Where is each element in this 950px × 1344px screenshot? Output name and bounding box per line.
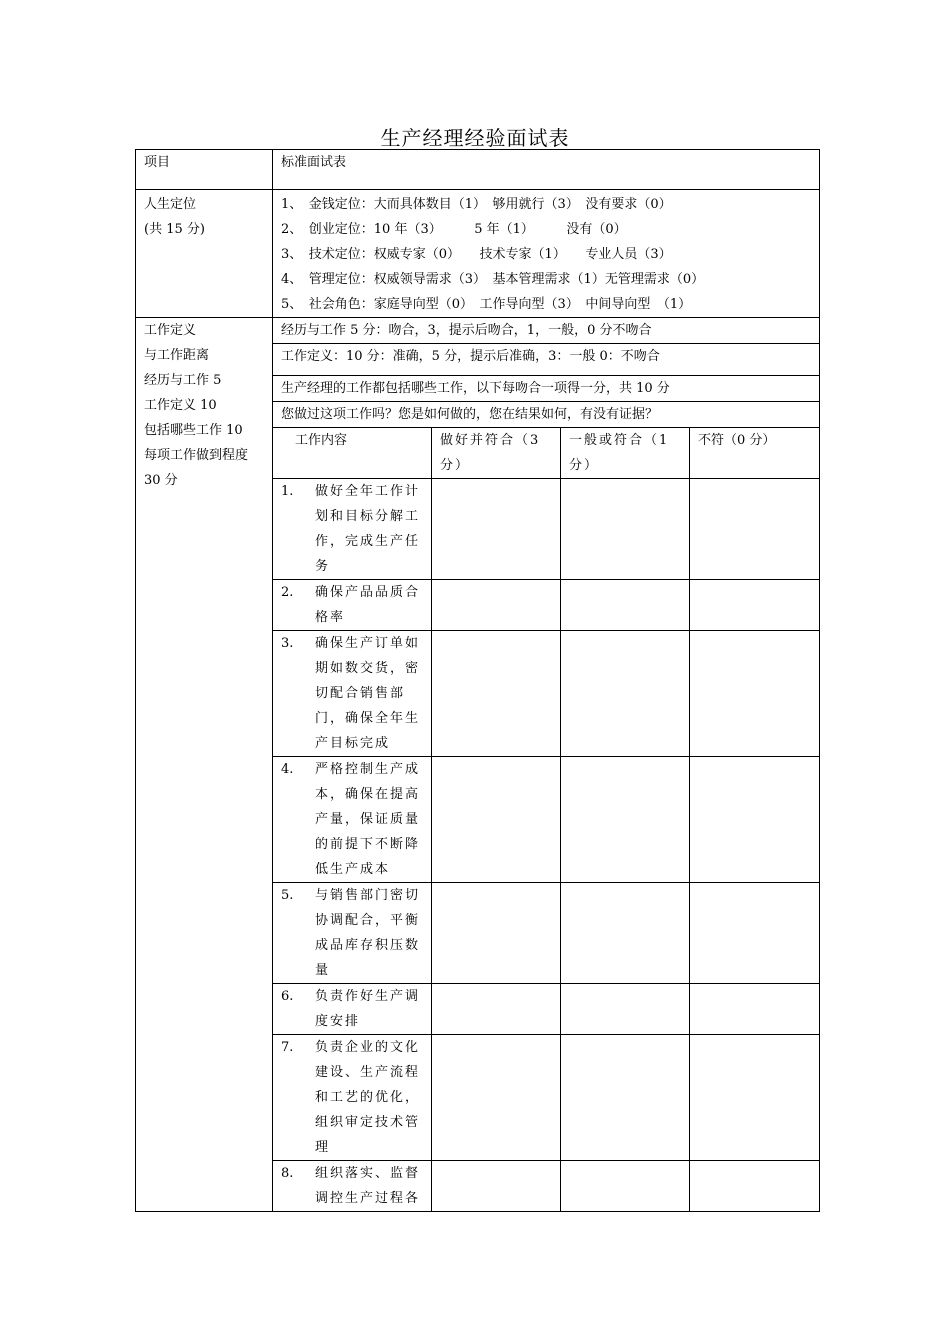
header-standard-cell: 标准面试表 xyxy=(273,150,820,190)
task-text: 做好全年工作计划和目标分解工作，完成生产任务 xyxy=(315,484,421,574)
life-positioning-row xyxy=(136,190,820,318)
score-good-cell[interactable] xyxy=(432,631,561,757)
task-text: 负责企业的文化建设、生产流程和工艺的优化，组织审定技术管理 xyxy=(315,1040,421,1155)
task-cell xyxy=(273,580,432,631)
task-number: 2. xyxy=(281,585,294,600)
score-fair-cell[interactable] xyxy=(561,883,690,984)
task-cell xyxy=(273,1035,432,1161)
work-label-line: 包括哪些工作 10 xyxy=(144,423,243,438)
col-header-content: 工作内容 xyxy=(273,428,432,479)
interview-table xyxy=(135,149,820,1212)
score-good-cell[interactable] xyxy=(432,1161,561,1212)
page-title: 生产经理经验面试表 xyxy=(380,126,570,150)
col-header-fair-line: 一般或符合（1 xyxy=(569,433,670,448)
header-item-cell: 项目 xyxy=(136,150,273,190)
life-item: 1、 金钱定位：大而具体数目（1） 够用就行（3） 没有要求（0） xyxy=(281,197,672,212)
task-cell xyxy=(273,883,432,984)
col-header-good xyxy=(432,428,561,479)
score-good-cell[interactable] xyxy=(432,1035,561,1161)
score-no-cell[interactable] xyxy=(690,984,820,1035)
work-label-line: 30 分 xyxy=(144,473,178,488)
work-label-line: 每项工作做到程度 xyxy=(144,448,249,463)
score-no-cell[interactable] xyxy=(690,580,820,631)
experience-row xyxy=(136,318,820,344)
task-cell xyxy=(273,631,432,757)
score-fair-cell[interactable] xyxy=(561,984,690,1035)
work-label-line: 与工作距离 xyxy=(144,348,210,363)
work-label-cell xyxy=(136,318,273,1212)
score-no-cell[interactable] xyxy=(690,883,820,984)
life-label-line: 人生定位 xyxy=(144,197,197,212)
score-fair-cell[interactable] xyxy=(561,757,690,883)
header-row xyxy=(136,150,820,190)
life-label-cell xyxy=(136,190,273,318)
score-no-cell[interactable] xyxy=(690,1161,820,1212)
score-fair-cell[interactable] xyxy=(561,1161,690,1212)
task-cell xyxy=(273,479,432,580)
score-no-cell[interactable] xyxy=(690,1035,820,1161)
question-text: 您做过这项工作吗？您是如何做的，您在结果如何，有没有证据？ xyxy=(273,402,820,428)
task-text: 确保产品品质合格率 xyxy=(315,585,421,625)
task-cell xyxy=(273,984,432,1035)
work-label-line: 工作定义 10 xyxy=(144,398,217,413)
life-item: 2、 创业定位：10 年（3） 5 年（1） 没有（0） xyxy=(281,222,627,237)
score-no-cell[interactable] xyxy=(690,479,820,580)
col-header-fair xyxy=(561,428,690,479)
task-text: 负责作好生产调度安排 xyxy=(315,989,421,1029)
work-label-line: 工作定义 xyxy=(144,323,197,338)
score-fair-cell[interactable] xyxy=(561,1035,690,1161)
score-good-cell[interactable] xyxy=(432,479,561,580)
score-fair-cell[interactable] xyxy=(561,631,690,757)
includes-criteria: 生产经理的工作都包括哪些工作，以下每吻合一项得一分，共 10 分 xyxy=(273,376,820,402)
col-header-good-line: 分） xyxy=(440,458,471,473)
task-text: 组织落实、监督调控生产过程各 xyxy=(315,1166,421,1206)
task-cell xyxy=(273,757,432,883)
life-item: 3、 技术定位：权威专家（0） 技术专家（1） 专业人员（3） xyxy=(281,247,672,262)
definition-criteria: 工作定义：10 分：准确，5 分，提示后准确，3：一般 0：不吻合 xyxy=(273,344,820,376)
score-good-cell[interactable] xyxy=(432,757,561,883)
life-item: 4、 管理定位：权威领导需求（3） 基本管理需求（1）无管理需求（0） xyxy=(281,272,705,287)
score-good-cell[interactable] xyxy=(432,580,561,631)
experience-criteria: 经历与工作 5 分：吻合，3，提示后吻合，1，一般，0 分不吻合 xyxy=(273,318,820,344)
score-no-cell[interactable] xyxy=(690,757,820,883)
score-good-cell[interactable] xyxy=(432,984,561,1035)
task-text: 严格控制生产成本，确保在提高产量，保证质量的前提下不断降低生产成本 xyxy=(315,762,421,877)
score-good-cell[interactable] xyxy=(432,883,561,984)
task-number: 6. xyxy=(281,989,294,1004)
task-number: 1. xyxy=(281,484,294,499)
score-no-cell[interactable] xyxy=(690,631,820,757)
task-number: 8. xyxy=(281,1166,294,1181)
task-text: 与销售部门密切协调配合，平衡成品库存积压数量 xyxy=(315,888,421,978)
col-header-good-line: 做好并符合（3 xyxy=(440,433,541,448)
task-text: 确保生产订单如期如数交货，密切配合销售部门，确保全年生产目标完成 xyxy=(315,636,421,751)
task-number: 4. xyxy=(281,762,294,777)
task-number: 7. xyxy=(281,1040,294,1055)
life-score-line: (共 15 分) xyxy=(144,222,205,237)
score-fair-cell[interactable] xyxy=(561,580,690,631)
col-header-fair-line: 分） xyxy=(569,458,600,473)
work-label-line: 经历与工作 5 xyxy=(144,373,222,388)
life-item: 5、 社会角色：家庭导向型（0） 工作导向型（3） 中间导向型 （1） xyxy=(281,297,692,312)
life-items-cell xyxy=(273,190,820,318)
task-number: 5. xyxy=(281,888,294,903)
task-cell xyxy=(273,1161,432,1212)
score-fair-cell[interactable] xyxy=(561,479,690,580)
task-number: 3. xyxy=(281,636,294,651)
col-header-no: 不符（0 分） xyxy=(690,428,820,479)
